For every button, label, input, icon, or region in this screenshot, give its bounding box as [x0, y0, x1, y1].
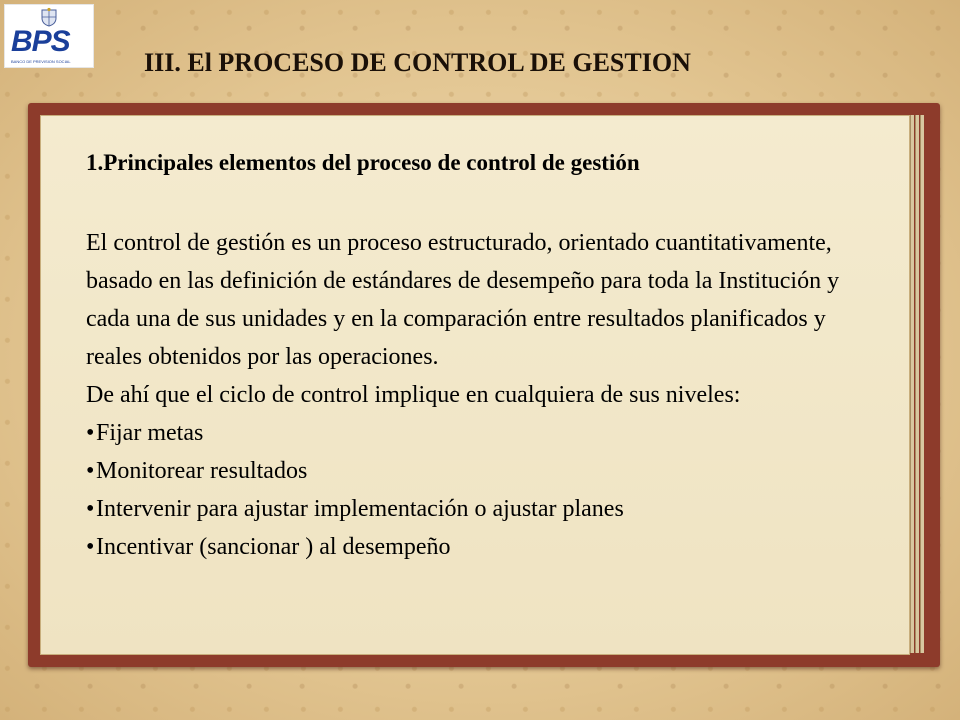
bullet-item — [86, 490, 876, 528]
page-edge — [915, 115, 919, 653]
slide-title: III. El PROCESO DE CONTROL DE GESTION — [144, 48, 691, 77]
section-heading: 1.Principales elementos del proceso de control de gestión — [86, 150, 640, 175]
bullet-item — [86, 452, 876, 490]
paragraph-cycle: De ahí que el ciclo de control implique en cualquiera de sus niveles: — [86, 382, 741, 408]
page-edge — [920, 115, 924, 653]
bullet-dot: • — [86, 534, 95, 560]
bullet-text: Fijar metas — [96, 420, 204, 446]
bullet-dot: • — [86, 458, 95, 484]
book-page — [40, 115, 910, 655]
bullet-text: Monitorear resultados — [96, 458, 308, 484]
page-edge — [910, 115, 914, 653]
bullet-item — [86, 414, 876, 452]
bullet-text: Intervenir para ajustar implementación o ajustar planes — [96, 496, 624, 522]
bullet-item — [86, 528, 876, 566]
paragraph-definition: El control de gestión es un proceso estructurado, orientado cuantitativamente, basado en las definición de estándares de desempeño para toda la Institución y cada una de sus unidades y en la comparación entre resultados planificados y reales obtenidos por las operaciones. — [86, 230, 840, 370]
logo-wordmark: BPS — [11, 25, 70, 58]
bullet-list — [86, 414, 876, 566]
logo-subtitle: BANCO DE PREVISION SOCIAL — [11, 59, 71, 64]
bullet-dot: • — [86, 420, 95, 446]
coat-of-arms-icon — [39, 7, 59, 27]
bps-logo — [4, 4, 94, 68]
book-frame — [28, 103, 940, 667]
bullet-text: Incentivar (sancionar ) al desempeño — [96, 534, 451, 560]
body-text — [86, 224, 876, 566]
bullet-dot: • — [86, 496, 95, 522]
